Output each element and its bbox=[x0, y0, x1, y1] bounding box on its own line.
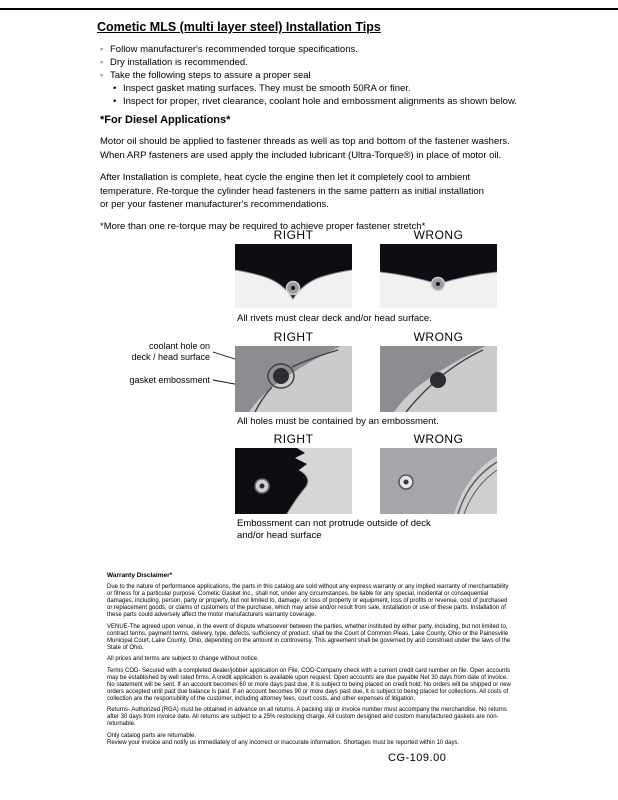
tip-text: Inspect for proper, rivet clearance, coolant hole and embossment alignments as shown below. bbox=[123, 96, 517, 107]
embossment-right-diagram bbox=[235, 346, 352, 412]
holes-caption: All holes must be contained by an embossment. bbox=[237, 416, 439, 427]
paragraph-line: After Installation is complete, heat cycle the engine then let it completely cool to ambient bbox=[100, 172, 471, 183]
warranty-disclaimer-heading: Warranty Disclaimer* bbox=[107, 572, 173, 579]
paragraph-line: temperature. Re-torque the cylinder head fasteners in the same pattern as initial installation bbox=[100, 185, 484, 197]
page-title: Cometic MLS (multi layer steel) Installation Tips bbox=[97, 20, 381, 34]
diesel-paragraph-1 bbox=[100, 135, 524, 162]
gasket-embossment-callout bbox=[116, 375, 210, 386]
legal-paragraph: All prices and terms are subject to change without notice. bbox=[107, 656, 259, 662]
tip-item bbox=[100, 69, 530, 82]
paragraph-line: Motor oil should be applied to fastener threads as well as top and bottom of the fastener washers. bbox=[100, 136, 510, 147]
wrong-label-holes: WRONG bbox=[413, 330, 464, 344]
protrude-right-diagram bbox=[235, 448, 352, 514]
retorque-note: *More than one re-torque may be required to achieve proper fastener stretch* bbox=[100, 220, 426, 232]
coolant-hole-callout bbox=[116, 341, 210, 363]
tip-item bbox=[100, 56, 530, 69]
tip-text: Dry installation is recommended. bbox=[110, 57, 248, 68]
diesel-paragraph-2 bbox=[100, 171, 524, 212]
legal-section bbox=[107, 572, 513, 751]
diesel-heading: *For Diesel Applications* bbox=[100, 114, 231, 126]
callout-line-3: gasket embossment bbox=[129, 375, 210, 385]
legal-paragraph: Returns- Authorized (RGA) must be obtained in advance on all returns. A packing slip or invoice number must accompany the merchandise. No returns after 30 days from invoice date. All returns are subject to a 25% restocking charge. All custom designed and custom manufactured gaskets are non-returnable. bbox=[107, 707, 507, 727]
protrude-wrong-diagram bbox=[380, 448, 497, 514]
callout-line-1: coolant hole on bbox=[148, 341, 210, 351]
paragraph-line: When ARP fasteners are used apply the included lubricant (Ultra-Torque®) in place of motor oil. bbox=[100, 149, 502, 161]
right-label-holes: RIGHT bbox=[273, 330, 314, 344]
callout-line-2: deck / head surface bbox=[131, 352, 210, 362]
right-label-protrude: RIGHT bbox=[273, 432, 314, 446]
tip-sub-item bbox=[113, 82, 530, 95]
installation-tips-list bbox=[100, 43, 530, 108]
wrong-label-protrude: WRONG bbox=[413, 432, 464, 446]
tip-text: Take the following steps to assure a proper seal bbox=[110, 70, 311, 81]
legal-paragraph: Terms COD- Secured with a completed dealer/jobber application on File, COD-Company check with a current credit card number on file. Open accounts may be established by well rated firms. A credit application is available upon request. Open accounts are due payable Net 30 days from date of invoice. No statement will be sent. If an account becomes 60 or more days past due, it is subject to being placed on credit hold. No orders will be shipped or new orders accepted until past due balance is paid. If an account becomes 90 or more days past due, it is subject to being placed for collections. All costs of collection are the responsibility of the customer, including attorney fees, court costs, and other expenses of litigation. bbox=[107, 667, 511, 702]
legal-paragraph: Review your invoice and notify us immediately of any incorrect or inaccurate information. Shortages must be reported within 10 days. bbox=[107, 739, 460, 746]
legal-paragraph: Only catalog parts are returnable. bbox=[107, 732, 197, 739]
tip-sub-item bbox=[113, 95, 530, 108]
legal-paragraph: VENUE-The agreed upon venue, in the event of dispute whatsoever between the parties, whether instituted by either party, including, but not limited to, contract terms, payment terms, delivery, type, defects, sufficiency of product, shall be the Court of Common Pleas, Lake County, Ohio or the Painesville Municipal Court, Lake County, Ohio, depending on the amount in controversy. This agreement shall be governed by and construed under the laws of the State of Ohio. bbox=[107, 623, 511, 651]
embossment-wrong-diagram bbox=[380, 346, 497, 412]
right-label-rivets: RIGHT bbox=[273, 228, 314, 242]
top-rule bbox=[0, 8, 618, 10]
tip-text: Inspect gasket mating surfaces. They must be smooth 50RA or finer. bbox=[123, 83, 411, 94]
paragraph-line: or per your fastener manufacturer's recommendations. bbox=[100, 199, 329, 210]
tip-item bbox=[100, 43, 530, 56]
page-code: CG-109.00 bbox=[388, 752, 447, 764]
rivet-right-diagram bbox=[235, 244, 352, 308]
wrong-label-rivets: WRONG bbox=[413, 228, 464, 242]
protrude-caption: Embossment can not protrude outside of deck and/or head surface bbox=[237, 518, 431, 541]
rivet-wrong-diagram bbox=[380, 244, 497, 308]
tip-text: Follow manufacturer's recommended torque specifications. bbox=[110, 44, 358, 55]
legal-paragraph: Due to the nature of performance applications, the parts in this catalog are sold without any express warranty or any implied warranty of merchantability or fitness for a particular purpose. Cometic Gasket Inc., shall not, under any circumstances, be liable for any special, incidental or consequential damages, including, person, party or property, but not limited to, damage, or loss of property or equipment, loss of profits or revenue, cost of purchased or replacement goods, or claims of customers of the purchase, which may arise and/or result from sale, installation or use of these parts. Installation of these parts could adversely affect the motor manufacturers warranty coverage. bbox=[107, 584, 509, 618]
rivets-caption: All rivets must clear deck and/or head surface. bbox=[237, 313, 432, 324]
diesel-applications-section bbox=[100, 114, 524, 232]
